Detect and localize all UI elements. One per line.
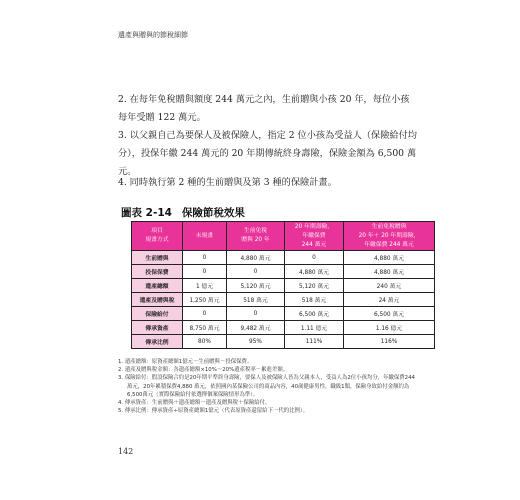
table-cell: 0	[227, 307, 285, 321]
table-cell: 1,250 萬元	[183, 293, 227, 307]
table-cell: 0	[183, 307, 227, 321]
footnote-item: 2. 遺產及贈與稅金額：各遺產總額×10%～20%遺產稅率－累進差額。	[118, 367, 289, 374]
table-cell: 6,500 萬元	[344, 307, 435, 321]
table-cell: 0	[285, 251, 344, 265]
running-header: 遺產與贈與的節稅細節	[118, 31, 188, 39]
figure-number: 圖表 2-14	[121, 207, 172, 219]
paragraph-item-4: 4. 同時執行第 2 種的生前贈與及第 3 種的保險計畫。	[118, 177, 337, 188]
table-cell: 0	[183, 265, 227, 279]
footnote-item: 3. 保險給付：假設保險合約是20年期平準終身壽險，要保人及被保險人皆為父親本人，受益人為2位小孩均分，年繳保費244萬元，20年累積保費4,880 萬元，依照國內某保險公司的商品內容，40歲健康男性，職級1類，保險身故給付金額約為6,500萬元（實際保險給付依選擇個案保險情形為準）。	[118, 375, 415, 398]
table-row	[132, 293, 435, 307]
table-cell: 0	[227, 265, 285, 279]
table-row	[132, 251, 435, 265]
table-cell: 5,120 萬元	[285, 279, 344, 293]
row-label: 遺產及贈與稅	[132, 293, 183, 307]
table-cell: 518 萬元	[227, 293, 285, 307]
footnotes	[118, 358, 418, 415]
header-combined-plan: 生前免稅贈與 20 年＋ 20 年期壽險， 年繳保費 244 萬元	[344, 222, 435, 251]
table-cell: 24 萬元	[344, 293, 435, 307]
paragraph-item-3: 3. 以父親自己為要保人及被保險人，指定 2 位小孩為受益人（保險給付均分），投保年繳 244 萬元的 20 年期傳統終身壽險，保險金額為 6,500 萬元。	[118, 130, 417, 177]
table-row	[132, 279, 435, 293]
table-cell: 8,750 萬元	[183, 321, 227, 335]
table-cell: 4,880 萬元	[227, 251, 285, 265]
footnote-item: 5. 傳承比例：傳承資產÷原資產總額1億元（代表原資產還留給下一代的比例）。	[118, 408, 308, 415]
header-no-plan: 未規畫	[183, 222, 227, 251]
table-cell: 5,120 萬元	[227, 279, 285, 293]
row-label: 傳承比例	[132, 335, 183, 349]
table-row	[132, 265, 435, 279]
table-cell: 1.16 億元	[344, 321, 435, 335]
table-cell: 4,880 萬元	[344, 251, 435, 265]
table-cell: 95%	[227, 335, 285, 349]
table-cell: 6,500 萬元	[285, 307, 344, 321]
table-row	[132, 335, 435, 349]
row-label: 遺產總額	[132, 279, 183, 293]
table-cell: 1 億元	[183, 279, 227, 293]
row-label: 傳承資產	[132, 321, 183, 335]
table-cell: 4,880 萬元	[285, 265, 344, 279]
figure-title: 保險節稅效果	[181, 207, 245, 219]
table-cell: 116%	[344, 335, 435, 349]
table-cell: 1.11 億元	[285, 321, 344, 335]
table-cell: 518 萬元	[285, 293, 344, 307]
table-cell: 111%	[285, 335, 344, 349]
row-label: 生前贈與	[132, 251, 183, 265]
table-header-row	[132, 222, 435, 251]
header-item-plan: 項目 規畫方式	[132, 222, 183, 251]
paragraph-item-2: 2. 在每年免稅贈與額度 244 萬元之內，生前贈與小孩 20 年，每位小孩每年受贈 122 萬元。	[118, 94, 410, 123]
table-cell: 0	[183, 251, 227, 265]
header-gift-plan: 生前免稅 贈與 20 年	[227, 222, 285, 251]
row-label: 保險給付	[132, 307, 183, 321]
table-row	[132, 307, 435, 321]
table-cell: 240 萬元	[344, 279, 435, 293]
table-row	[132, 321, 435, 335]
footnote-item: 1. 遺產總額：原資產總額1億元－生前贈與－投保保費。	[118, 359, 253, 365]
insurance-comparison-table	[131, 221, 435, 349]
footnote-item: 4. 傳承資產：生前贈與＋遺產總額－遺產及贈與稅＋保險給付。	[118, 400, 271, 407]
header-insurance-plan: 20 年期壽險， 年繳保費 244 萬元	[285, 222, 344, 251]
page-number: 142	[118, 447, 134, 456]
table-cell: 4,880 萬元	[344, 265, 435, 279]
table-cell: 80%	[183, 335, 227, 349]
figure-caption	[121, 205, 245, 220]
table-cell: 9,482 萬元	[227, 321, 285, 335]
row-label: 投保保費	[132, 265, 183, 279]
